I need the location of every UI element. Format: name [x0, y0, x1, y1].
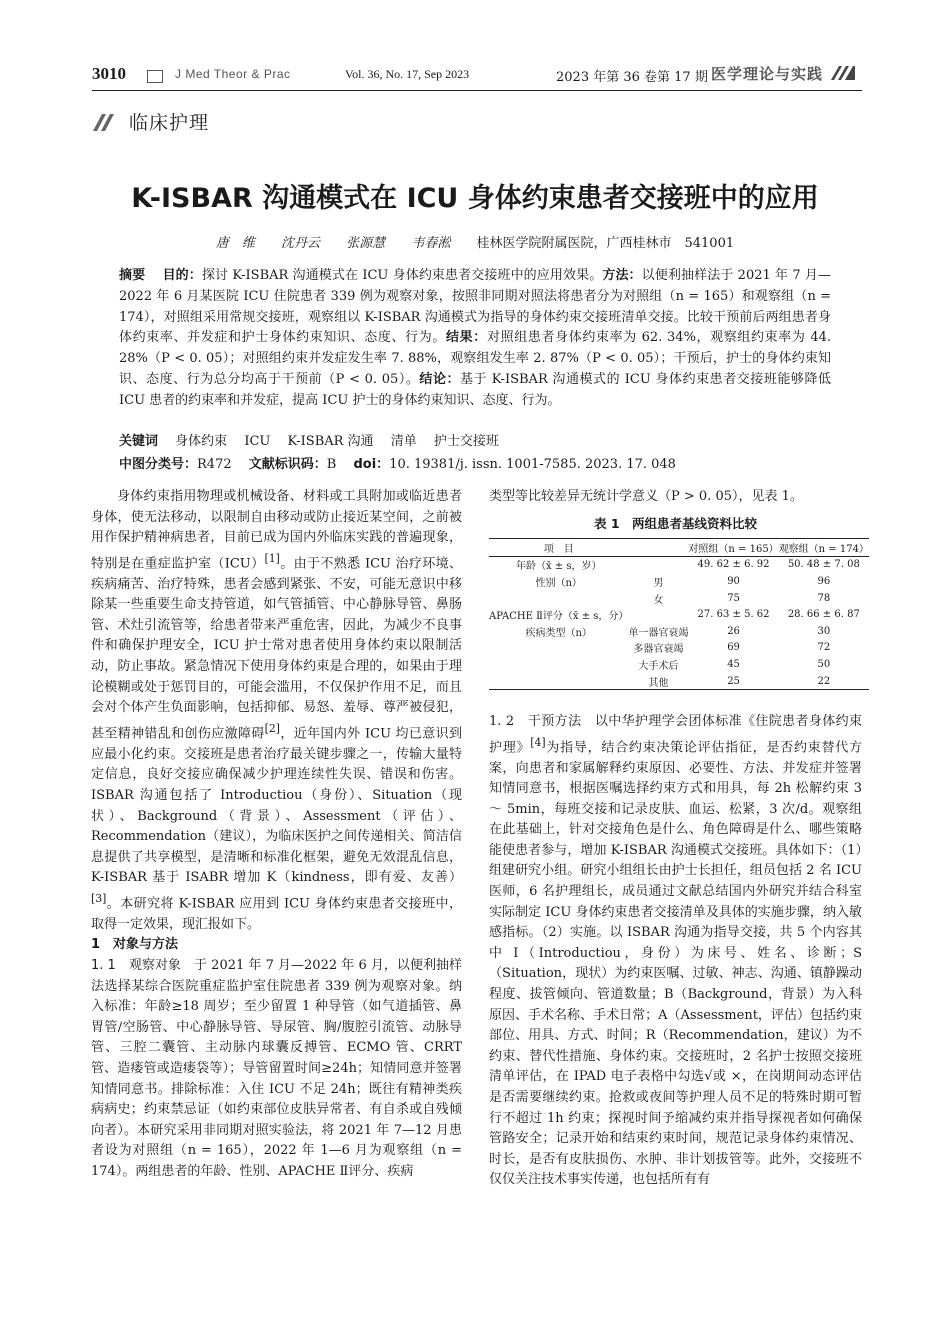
table-header-row: [489, 539, 869, 557]
doi-label: doi：: [353, 457, 390, 472]
intro-paragraph: 身体约束指用物理或机械设备、材料或工具附加或临近患者身体，使无法移动，以限制自由移动或防止接近某空间，之前被用作保护精神病患者，目前已成为国内外临床实践的普遍现象，特别是在重症监护室（ICU）[1]。由于不熟悉 ICU 治疗环境、疾病痛苦、治疗特殊，患者会感到紧张、不安，可能无意识中移除某一些重要生命支持管道，如气管插管、中心静脉导管、鼻肠管、术灶引流管等，给患者带来严重危害，因此，为减少不良事件和确保护理安全，ICU 护士常对患者使用身体约束以限制活动，防止事故。紧急情况下使用身体约束是合理的，如果由于理论模糊或处于惩罚目的，可能会滥用，不仅保护作用不足，而且会对个体产生负面影响，包括抑郁、易怒、羞辱、尊严被侵犯，甚至精神错乱和创伤应激障碍[2]，近年国内外 ICU 均已意识到应最小化约束。交接班是患者治疗最关键步骤之一，传输大量特定信息，良好交接应确保减少护理连续性失误、错误和伤害。ISBAR 沟通包括了 Introductiou（身份）、Situation（现状）、Background（背景）、Assessment（评估）、Recommendation（建议），为临床医护之间传递相关、简洁信息提供了共享模型，是清晰和标准化框架，避免无效混乱信息，K-ISBAR 基于 ISABR 增加 K（kindness，即有爱、友善）[3]。本研究将 K-ISBAR 应用到 ICU 身体约束患者交接班中，取得一定效果，现汇报如下。: [91, 489, 462, 932]
authors-line: [0, 232, 950, 251]
conclusion-text: 基于 K-ISBAR 沟通模式的 ICU 身体约束患者交接班能够降低 ICU 患者的约束率和并发症，提高 ICU 护士的身体约束知识、态度、行为。: [119, 371, 832, 408]
table-row: 多器官衰竭 69 72: [633, 642, 831, 656]
table-row: 女 75 78: [653, 592, 831, 606]
results-text: 对照组患者身体约束率为 62. 34%，观察组约束率为 44. 28%（P < 0. 05）；对照组约束并发症发生率 7. 88%，观察组发生率 2. 87%（P < 0. 05）；干预后，护士的身体约束知识、态度、行为总分均高于干预前（P < 0. 05）。: [119, 330, 831, 387]
keyword: 清单: [390, 434, 417, 449]
abstract-label: 摘要: [119, 268, 146, 283]
table-row: 年龄（x̄ ± s，岁） 49. 62 ± 6. 92 50. 48 ± 7. 08: [515, 559, 860, 573]
doc-code: B: [326, 457, 337, 472]
journal-name-en: J Med Theor & Prac: [175, 67, 291, 81]
table-row: APACHE Ⅱ评分（x̄ ± s，分） 27. 63 ± 5. 62 28. 66 ± 6. 87: [489, 609, 860, 623]
conclusion-label: 结论：: [419, 371, 461, 387]
keyword: ICU: [244, 434, 271, 449]
issue-info-cn: 2023 年第 36 卷第 17 期: [556, 70, 708, 85]
header-rule: [92, 90, 862, 91]
author-name: 韦春淞: [411, 236, 451, 251]
article-title: K-ISBAR 沟通模式在 ICU 身体约束患者交接班中的应用: [131, 183, 819, 214]
table-row: 其他 25 22: [489, 673, 869, 690]
keyword: 护士交接班: [433, 434, 499, 449]
subsection-1-2: 1. 2 干预方法 以中华护理学会团体标准《住院患者身体约束护理》[4]为指导，结合约束决策论评估指征，是否约束替代方案，向患者和家属解释约束原因、必要性、方法、并发症并签署知情同意书，根据医嘱选择约束方式和用具，每 2h 松解约束 3 ～ 5min，每班交接和记录皮肤、血运、松紧，3 次/d。观察组在此基础上，针对交接角色是什么、角色障碍是什么、哪些策略能使患者参与，增加 K-ISBAR 沟通模式交接班。具体如下：（1）组建研究小组。研究小组组长由护士长担任，组员包括 2 名 ICU 医师，6 名护理组长，成员通过文献总结国内外研究并结合科室实际制定 ICU 身体约束患者交接清单及具体的实施步骤，纳入敏感指标。（2）实施。以 ISBAR 沟通为指导交接，共 5 个内容其中 I（Introductiou，身份）为床号、姓名、诊断；S（Situation，现状）为约束医嘱、过敏、神志、沟通、镇静躁动程度、拔管倾向、管道数量；B（Background，背景）为入科原因、手术名称、手术日常；A（Assessment，评估）包括约束部位、用具、方式、时间；R（Recommendation，建议）为不约束、替代性措施、身体约束。交接班时，2 名护士按照交接班清单评估，在 IPAD 电子表格中勾选√或 ×，在岗期间动态评估是否需要继续约束。抢救或夜间等护理人员不足的特殊时期可暂行不超过 1h 约束；探视时间予缩减约束并指导探视者如何确保管路安全；记录开始和结束约束时间，规范记录身体约束情况、时长，是否有皮肤损伤、水肿、非计划拔管等。此外，交接班不仅仅关注技术事实传递，也包括所有有: [489, 714, 862, 1188]
table-header: 对照组（n = 165）: [688, 543, 779, 555]
author-name: 唐 维: [215, 236, 255, 251]
citation: [3]: [91, 891, 107, 905]
body-left-column: [91, 487, 462, 1183]
page-number: 3010: [92, 64, 126, 83]
table-row: 性别（n） 男 90 96: [535, 575, 831, 589]
results-label: 结果：: [446, 330, 487, 346]
affiliation: 桂林医学院附属医院，广西桂林市 541001: [476, 236, 735, 251]
section-slash-icon: [92, 112, 122, 132]
baseline-table: [489, 538, 869, 690]
keyword: K-ISBAR 沟通: [287, 434, 374, 449]
body-right-top: 类型等比较差异无统计学意义（P > 0. 05），见表 1。: [489, 489, 803, 504]
citation: [1]: [264, 551, 280, 565]
slash-logo-icon: [829, 65, 855, 81]
subsection-1-2-label: 1. 2 干预方法: [489, 714, 582, 729]
clc-code: R472: [197, 457, 232, 472]
classification-line: [119, 453, 831, 472]
body-right-column: [489, 712, 862, 1191]
journal-logo-cn: 医学理论与实践: [711, 63, 855, 84]
table-row: 大手术后 45 50: [638, 658, 831, 672]
doc-code-label: 文献标识码：: [248, 457, 327, 472]
author-name: 沈丹云: [281, 236, 321, 251]
doi: 10. 19381/j. issn. 1001-7585. 2023. 17. 048: [389, 457, 676, 472]
subsection-1-1-label: 1. 1 观察对象: [91, 958, 181, 974]
journal-book-icon: [147, 70, 163, 83]
clc-label: 中图分类号：: [119, 457, 198, 472]
citation: [2]: [264, 721, 281, 735]
table-row: 疾病类型（n） 单一器官衰竭 26 30: [525, 625, 831, 639]
table-header: 项 目: [543, 543, 574, 555]
keywords-line: [119, 430, 831, 449]
objective-label: 目的：: [162, 268, 202, 283]
volume-info: Vol. 36, No. 17, Sep 2023: [345, 67, 470, 81]
author-name: 张源慧: [346, 236, 386, 251]
section-heading-1: 1 对象与方法: [91, 937, 179, 953]
section-tag: 临床护理: [92, 108, 209, 135]
subsection-1-1: 1. 1 观察对象 于 2021 年 7 月—2022 年 6 月，以便利抽样法选择某综合医院重症监护室住院患者 339 例为观察对象。纳入标准：年龄≥18 周岁；至少留置 1 种导管（如气道插管、鼻胃管/空肠管、中心静脉导管、导尿管、胸/腹腔引流管、动脉导管、三腔二囊管、主动脉内球囊反搏管、ECMO 管、CRRT 管、造瘘管或造瘘袋等）；导管留置时间≥24h；知情同意并签署知情同意书。排除标准：入住 ICU 不足 24h；既往有精神类疾病病史；约束禁忌证（如约束部位皮肤异常者、有自杀或自残倾向者）。本研究采用非同期对照实验法，将 2021 年 7—12 月患者设为对照组（n = 165），2022 年 1—6 月为观察组（n = 174）。两组患者的年龄、性别、APACHE Ⅱ评分、疾病: [91, 958, 462, 1179]
methods-label: 方法：: [602, 268, 642, 283]
abstract: [119, 266, 831, 412]
table-header: [628, 539, 688, 557]
keywords-label: 关键词: [119, 434, 159, 449]
keyword: 身体约束: [175, 434, 228, 449]
objective-text: 探讨 K-ISBAR 沟通模式在 ICU 身体约束患者交接班中的应用效果。: [201, 268, 603, 283]
table-header: 观察组（n = 174）: [778, 543, 869, 555]
citation: [4]: [530, 735, 546, 749]
methods-text: 以便利抽样法于 2021 年 7 月—2022 年 6 月某医院 ICU 住院患者 339 例为观察对象，按照非同期对照法将患者分为对照组（n = 165）和观察组（n = 174），对照组采用常规交接班，观察组以 K-ISBAR 沟通模式为指导的身体约束交接班清单交接。比较干预前后两组患者身体约束率、并发症和护士身体约束知识、态度、行为。: [119, 268, 831, 346]
table-caption: 表 1 两组患者基线资料比较: [593, 516, 758, 531]
